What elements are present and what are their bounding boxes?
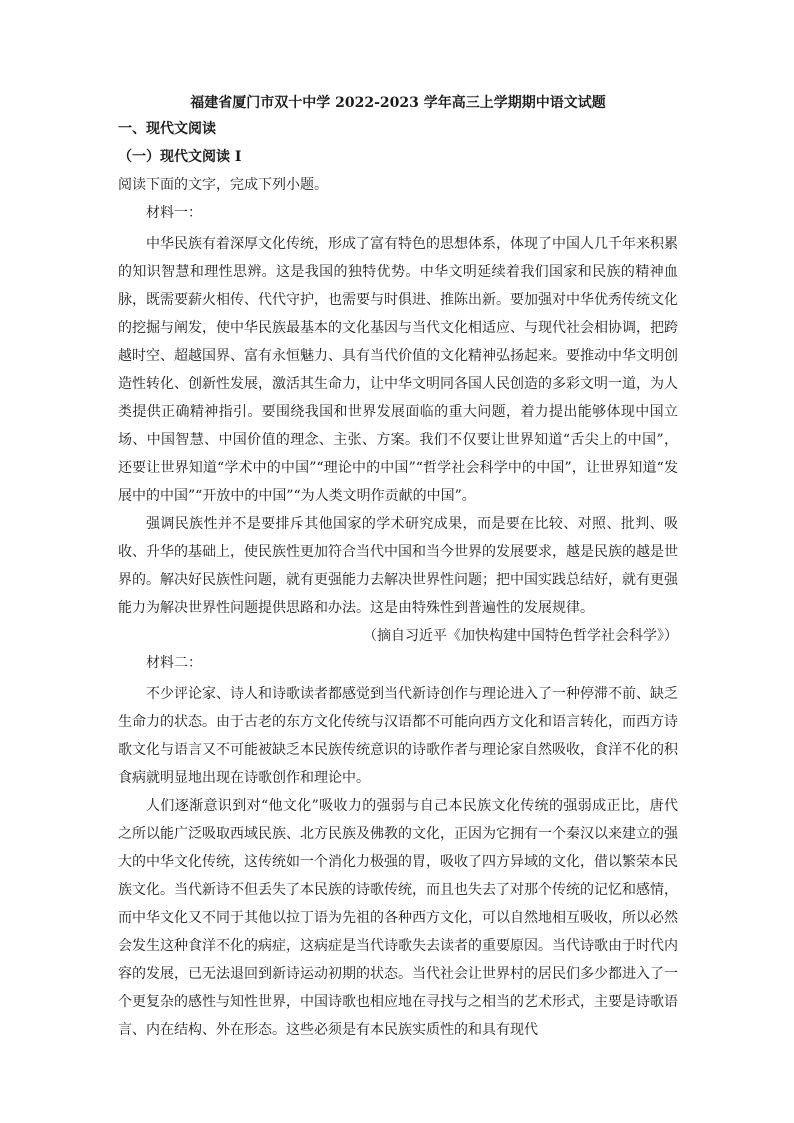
material-1-paragraph: 中华民族有着深厚文化传统，形成了富有特色的思想体系，体现了中国人几千年来积累的知识智慧和理性思辨。这是我国的独特优势。中华文明延续着我们国家和民族的精神血脉，既需要薪火相传、代代守护，也需要与时俱进、推陈出新。要加强对中华优秀传统文化的挖掘与阐发，使中华民族最基本的文化基因与当代文化相适应、与现代社会相协调，把跨越时空、超越国界、富有永恒魅力、具有当代价值的文化精神弘扬起来。要推动中华文明创造性转化、创新性发展，激活其生命力，让中华文明同各国人民创造的多彩文明一道，为人类提供正确精神指引。要围绕我国和世界发展面临的重大问题，着力提出能够体现中国立场、中国智慧、中国价值的理念、主张、方案。我们不仅要让世界知道“舌尖上的中国”，还要让世界知道“学术中的中国”“理论中的中国”“哲学社会科学中的中国”，让世界知道“发展中的中国”“开放中的中国”“为人类文明作贡献的中国”。	[118, 236, 678, 504]
material-1-source: （摘自习近平《加快构建中国特色哲学社会科学》）	[363, 628, 678, 644]
instruction-text: 阅读下面的文字，完成下列小题。	[118, 177, 328, 193]
material-2-paragraph: 人们逐渐意识到对“他文化”吸收力的强弱与自己本民族文化传统的强弱成正比，唐代之所以能广泛吸取西域民族、北方民族及佛教的文化，正因为它拥有一个秦汉以来建立的强大的中华文化传统，这传统如一个消化力极强的胃，吸收了四方异域的文化，借以繁荣本民族文化。当代新诗不但丢失了本民族的诗歌传统，而且也失去了对那个传统的记忆和感情，而中华文化又不同于其他以拉丁语为先祖的各种西方文化，可以自然地相互吸收，所以必然会发生这种食洋不化的病症，这病症是当代诗歌失去读者的重要原因。当代诗歌由于时代内容的发展，已无法退回到新诗运动初期的状态。当代社会让世界村的居民们多少都进入了一个更复杂的感性与知性世界，中国诗歌也相应地在寻找与之相当的艺术形式，主要是诗歌语言、内在结构、外在形态。这些必须是有本民族实质性的和具有现代	[118, 798, 678, 1038]
subsection-heading: （一）现代文阅读 I	[118, 149, 242, 165]
material-2-label: 材料二：	[146, 655, 202, 671]
material-1-paragraph: 强调民族性并不是要排斥其他国家的学术研究成果，而是要在比较、对照、批判、吸收、升华的基础上，使民族性更加符合当代中国和当今世界的发展要求，越是民族的越是世界的。解决好民族性问题，就有更强能力去解决世界性问题；把中国实践总结好，就有更强能力为解决世界性问题提供思路和办法。这是由特殊性到普遍性的发展规律。	[118, 516, 678, 616]
material-2-paragraph: 不少评论家、诗人和诗歌读者都感觉到当代新诗创作与理论进入了一种停滞不前、缺乏生命力的状态。由于古老的东方文化传统与汉语都不可能向西方文化和语言转化，而西方诗歌文化与语言又不可能被缺乏本民族传统意识的诗歌作者与理论家自然吸收，食洋不化的积食病就明显地出现在诗歌创作和理论中。	[118, 686, 678, 786]
material-1-label: 材料一：	[146, 205, 202, 221]
document-page	[118, 92, 678, 1044]
section-heading: 一、现代文阅读	[118, 121, 216, 137]
document-title: 福建省厦门市双十中学 2022-2023 学年高三上学期期中语文试题	[190, 95, 606, 111]
